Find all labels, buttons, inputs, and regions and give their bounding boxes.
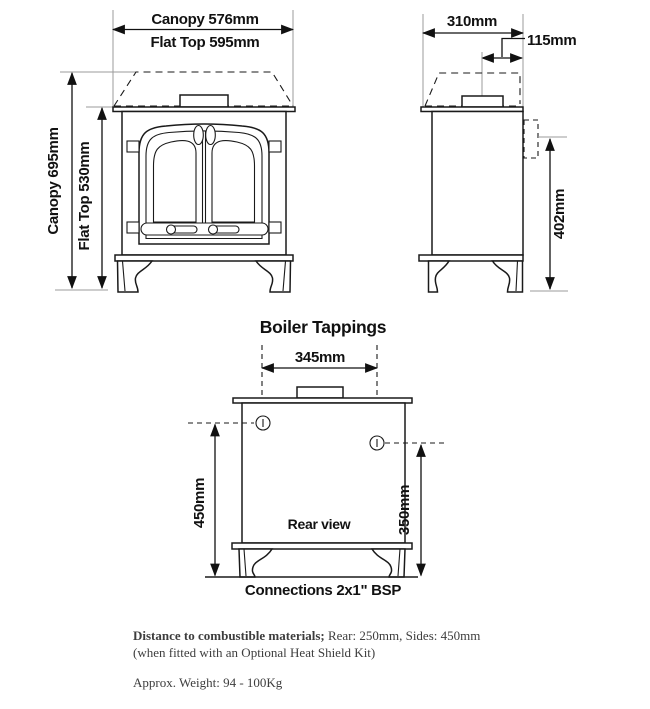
dim-flat-top-width-label: Flat Top 595mm bbox=[150, 34, 260, 51]
handle-bar bbox=[141, 223, 268, 235]
dim-canopy-width-label: Canopy 576mm bbox=[151, 11, 259, 28]
base-plate-side bbox=[419, 255, 523, 261]
connections-label: Connections 2x1" BSP bbox=[244, 582, 402, 599]
dim-canopy-height-label: Canopy 695mm bbox=[45, 127, 62, 235]
side-view bbox=[419, 13, 576, 292]
notes-block bbox=[133, 627, 573, 691]
hinge-top-right bbox=[269, 141, 281, 152]
hinge-bottom-right bbox=[269, 222, 281, 233]
door-knob-right bbox=[206, 126, 216, 145]
rear-view bbox=[188, 317, 447, 599]
flue-collar-side bbox=[462, 96, 503, 107]
base-plate-front bbox=[115, 255, 293, 261]
clearance-note-values: Rear: 250mm, Sides: 450mm bbox=[324, 628, 481, 643]
dim-outlet-height-label: 402mm bbox=[551, 188, 568, 240]
leader-flue-offset bbox=[502, 39, 525, 58]
dim-flat-top-height-label: Flat Top 530mm bbox=[76, 141, 93, 251]
weight-note: Approx. Weight: 94 - 100Kg bbox=[133, 675, 283, 690]
stove-body-side bbox=[432, 112, 523, 256]
dim-right-tapping-height-label: 350mm bbox=[396, 484, 413, 536]
handle-right-knob bbox=[209, 225, 218, 234]
rear-view-label: Rear view bbox=[287, 516, 351, 532]
boiler-outlet-dashed bbox=[524, 120, 538, 158]
flue-collar-rear bbox=[297, 387, 343, 398]
leg-side-front bbox=[429, 261, 450, 292]
clearance-note bbox=[133, 627, 573, 661]
boiler-tappings-title: Boiler Tappings bbox=[259, 317, 387, 337]
leg-side-rear bbox=[493, 261, 523, 292]
hinge-bottom-left bbox=[127, 222, 139, 233]
base-plate-rear bbox=[232, 543, 412, 549]
handle-left-knob bbox=[167, 225, 176, 234]
dim-tapping-spacing-label: 345mm bbox=[294, 349, 346, 366]
door-knob-left bbox=[194, 126, 204, 145]
front-view bbox=[45, 10, 295, 292]
hinge-top-left bbox=[127, 141, 139, 152]
flue-collar-front bbox=[180, 95, 228, 107]
dim-depth-label: 310mm bbox=[446, 13, 498, 30]
dim-flue-offset-label: 115mm bbox=[527, 32, 577, 49]
dim-left-tapping-height-label: 450mm bbox=[191, 477, 208, 529]
clearance-note-line2: (when fitted with an Optional Heat Shield Kit) bbox=[133, 645, 376, 660]
clearance-note-lead: Distance to combustible materials; bbox=[133, 628, 325, 643]
